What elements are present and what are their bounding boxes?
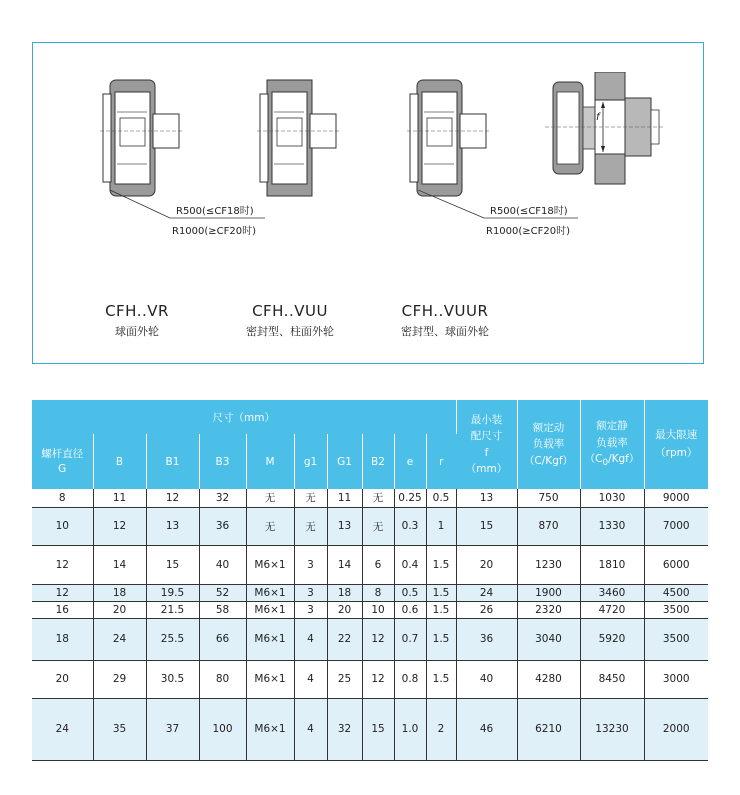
table-cell: M6×1 xyxy=(246,584,294,601)
header-static-load: 额定静 负载率 $(C_0/Kgf)$ xyxy=(580,400,644,489)
table-row xyxy=(32,545,708,584)
table-cell: 0.5 xyxy=(426,489,456,507)
table-cell: 2320 xyxy=(517,601,580,618)
table-cell: 0.5 xyxy=(394,584,426,601)
table-cell: 3460 xyxy=(580,584,644,601)
table-cell: 6 xyxy=(362,545,394,584)
variant-desc: 密封型、柱面外轮 xyxy=(246,325,334,338)
radius-note-1-right: R500(≤CF18时) xyxy=(490,206,568,217)
table-cell: 12 xyxy=(93,507,146,545)
table-cell: 36 xyxy=(456,618,517,660)
table-row xyxy=(32,660,708,698)
header-dimensions-group: 尺寸（mm） xyxy=(32,400,456,434)
header-m: M xyxy=(246,434,294,489)
table-cell: 40 xyxy=(199,545,246,584)
table-cell: 0.3 xyxy=(394,507,426,545)
table-cell: 3 xyxy=(294,545,327,584)
cfh-vr-drawing xyxy=(95,72,185,202)
header-g: 螺杆直径 G xyxy=(32,434,93,489)
table-row xyxy=(32,601,708,618)
table-cell: 16 xyxy=(32,601,93,618)
cfh-vuu-drawing xyxy=(252,72,342,202)
table-cell: 7000 xyxy=(644,507,708,545)
table-cell: 20 xyxy=(32,660,93,698)
table-cell: 52 xyxy=(199,584,246,601)
table-cell: 24 xyxy=(32,698,93,760)
table-cell: 25 xyxy=(327,660,362,698)
table-cell: 15 xyxy=(146,545,199,584)
table-cell: 100 xyxy=(199,698,246,760)
table-row xyxy=(32,698,708,760)
table-cell: 58 xyxy=(199,601,246,618)
install-f-label: f xyxy=(596,112,600,123)
table-cell: 22 xyxy=(327,618,362,660)
header-b2: B2 xyxy=(362,434,394,489)
header-g1: g1 xyxy=(294,434,327,489)
table-cell: 15 xyxy=(456,507,517,545)
table-cell: 13230 xyxy=(580,698,644,760)
table-cell: 18 xyxy=(327,584,362,601)
table-cell: M6×1 xyxy=(246,618,294,660)
table-cell: 19.5 xyxy=(146,584,199,601)
table-cell: 11 xyxy=(327,489,362,507)
table-cell: 6210 xyxy=(517,698,580,760)
table-cell: 2 xyxy=(426,698,456,760)
table-cell: 20 xyxy=(456,545,517,584)
table-cell: 1.5 xyxy=(426,545,456,584)
table-cell: 12 xyxy=(362,660,394,698)
table-cell: 4280 xyxy=(517,660,580,698)
table-cell: M6×1 xyxy=(246,601,294,618)
table-cell: 20 xyxy=(327,601,362,618)
table-cell: 1230 xyxy=(517,545,580,584)
table-cell: 35 xyxy=(93,698,146,760)
table-cell: 1900 xyxy=(517,584,580,601)
table-row xyxy=(32,584,708,601)
cfh-vuur-drawing xyxy=(402,72,492,202)
table-cell: 3 xyxy=(294,584,327,601)
table-cell: 9000 xyxy=(644,489,708,507)
table-cell: 4720 xyxy=(580,601,644,618)
table-cell: 4 xyxy=(294,660,327,698)
table-cell: 66 xyxy=(199,618,246,660)
table-cell: 无 xyxy=(246,489,294,507)
header-b: B xyxy=(93,434,146,489)
table-cell: 1.5 xyxy=(426,660,456,698)
table-cell: 1810 xyxy=(580,545,644,584)
header-max-speed: 最大限速 （rpm） xyxy=(644,400,708,489)
variant-code: CFH..VR xyxy=(105,302,169,320)
table-cell: 870 xyxy=(517,507,580,545)
table-cell: 46 xyxy=(456,698,517,760)
table-cell: 4 xyxy=(294,698,327,760)
header-G1: G1 xyxy=(327,434,362,489)
table-cell: 32 xyxy=(327,698,362,760)
table-cell: 80 xyxy=(199,660,246,698)
spec-table xyxy=(32,400,708,761)
table-cell: 1.5 xyxy=(426,618,456,660)
table-cell: 1030 xyxy=(580,489,644,507)
caption-cfh-vuur xyxy=(370,302,520,339)
table-cell: 14 xyxy=(327,545,362,584)
table-cell: 无 xyxy=(246,507,294,545)
table-cell: 无 xyxy=(362,489,394,507)
table-cell: 26 xyxy=(456,601,517,618)
table-cell: 18 xyxy=(93,584,146,601)
table-cell: 10 xyxy=(362,601,394,618)
table-cell: 3500 xyxy=(644,601,708,618)
table-cell: 12 xyxy=(146,489,199,507)
table-cell: 24 xyxy=(456,584,517,601)
table-cell: 0.7 xyxy=(394,618,426,660)
header-b1: B1 xyxy=(146,434,199,489)
table-cell: 37 xyxy=(146,698,199,760)
table-cell: 24 xyxy=(93,618,146,660)
radius-note-2-left: R1000(≥CF20时) xyxy=(172,226,257,237)
table-cell: 12 xyxy=(362,618,394,660)
table-cell: M6×1 xyxy=(246,545,294,584)
table-cell: 21.5 xyxy=(146,601,199,618)
table-cell: 1330 xyxy=(580,507,644,545)
table-cell: 25.5 xyxy=(146,618,199,660)
table-cell: 1 xyxy=(426,507,456,545)
variant-code: CFH..VUUR xyxy=(401,302,489,320)
table-cell: 无 xyxy=(362,507,394,545)
caption-cfh-vr xyxy=(62,302,212,339)
table-cell: M6×1 xyxy=(246,660,294,698)
table-cell: 4 xyxy=(294,618,327,660)
table-cell: 8 xyxy=(32,489,93,507)
table-row xyxy=(32,489,708,507)
table-cell: 3500 xyxy=(644,618,708,660)
table-cell: 4500 xyxy=(644,584,708,601)
table-cell: 0.8 xyxy=(394,660,426,698)
header-r: r xyxy=(426,434,456,489)
table-cell: 10 xyxy=(32,507,93,545)
header-dynamic-load: 额定动 负载率 （C/Kgf） xyxy=(517,400,580,489)
variant-code: CFH..VUU xyxy=(252,302,328,320)
table-cell: 20 xyxy=(93,601,146,618)
caption-cfh-vuu xyxy=(215,302,365,339)
table-cell: 29 xyxy=(93,660,146,698)
table-cell: 1.0 xyxy=(394,698,426,760)
table-cell: 6000 xyxy=(644,545,708,584)
table-cell: 8 xyxy=(362,584,394,601)
header-b3: B3 xyxy=(199,434,246,489)
table-cell: 无 xyxy=(294,489,327,507)
radius-note-1-left: R500(≤CF18时) xyxy=(176,206,254,217)
table-cell: 36 xyxy=(199,507,246,545)
table-cell: 0.25 xyxy=(394,489,426,507)
table-cell: 0.6 xyxy=(394,601,426,618)
table-cell: M6×1 xyxy=(246,698,294,760)
table-cell: 18 xyxy=(32,618,93,660)
radius-note-2-right: R1000(≥CF20时) xyxy=(486,226,571,237)
header-e: e xyxy=(394,434,426,489)
variant-desc: 球面外轮 xyxy=(115,325,159,338)
table-cell: 3040 xyxy=(517,618,580,660)
installation-drawing xyxy=(545,72,665,187)
table-cell: 750 xyxy=(517,489,580,507)
table-cell: 40 xyxy=(456,660,517,698)
table-cell: 8450 xyxy=(580,660,644,698)
table-cell: 32 xyxy=(199,489,246,507)
table-cell: 14 xyxy=(93,545,146,584)
table-row xyxy=(32,507,708,545)
table-row xyxy=(32,618,708,660)
table-cell: 13 xyxy=(456,489,517,507)
table-cell: 无 xyxy=(294,507,327,545)
table-cell: 1.5 xyxy=(426,601,456,618)
table-cell: 0.4 xyxy=(394,545,426,584)
table-cell: 12 xyxy=(32,584,93,601)
table-cell: 13 xyxy=(327,507,362,545)
table-cell: 12 xyxy=(32,545,93,584)
variant-desc: 密封型、球面外轮 xyxy=(401,325,489,338)
table-cell: 13 xyxy=(146,507,199,545)
table-cell: 5920 xyxy=(580,618,644,660)
header-f: 最小装 配尺寸 f （mm） xyxy=(456,400,517,489)
table-cell: 11 xyxy=(93,489,146,507)
table-cell: 3 xyxy=(294,601,327,618)
table-cell: 2000 xyxy=(644,698,708,760)
table-cell: 3000 xyxy=(644,660,708,698)
table-cell: 30.5 xyxy=(146,660,199,698)
table-cell: 15 xyxy=(362,698,394,760)
table-cell: 1.5 xyxy=(426,584,456,601)
